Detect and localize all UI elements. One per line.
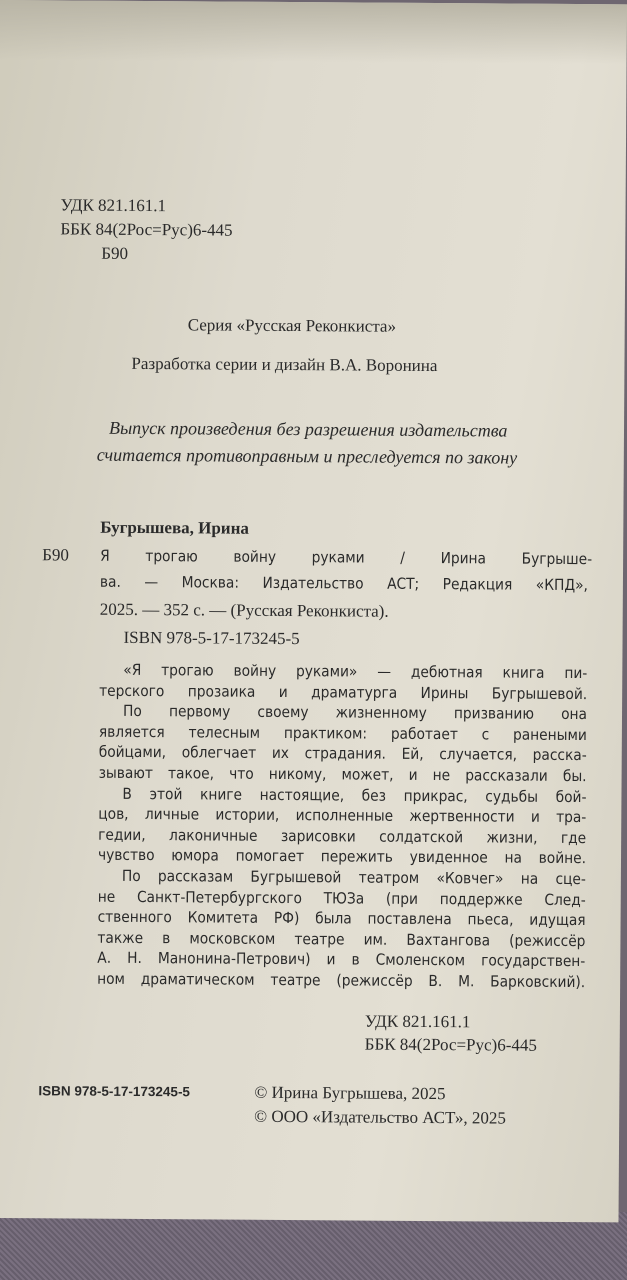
- annotation-line: По первому своему жизненному призванию она: [122, 702, 588, 724]
- copyright-line: © Ирина Бугрышева, 2025: [254, 1082, 446, 1104]
- annotation-line: В этой книге настоящие, без прикрас, судьбы бой-: [122, 784, 587, 806]
- annotation-line: не Санкт-Петербургского ТЮЗа (при поддержке След-: [97, 887, 586, 909]
- footer-isbn: ISBN 978-5-17-173245-5: [38, 1083, 191, 1100]
- annotation-line: «Я трогаю войну руками» — дебютная книга пи-: [123, 660, 588, 683]
- annotation-line: гедии, лаконичные зарисовки солдатской жизни, где: [98, 825, 587, 847]
- catalog-entry-line: Я трогаю войну руками / Ирина Бугрыше-: [100, 546, 593, 569]
- catalog-isbn: ISBN 978-5-17-173245-5: [123, 627, 300, 649]
- catalog-author: Бугрышева, Ирина: [100, 517, 249, 538]
- series-name: Серия «Русская Реконкиста»: [187, 315, 397, 336]
- annotation-line: По рассказам Бугрышевой театром «Ковчег» на сце-: [121, 866, 586, 889]
- fabric-background: [0, 1212, 627, 1280]
- page-shadow: [0, 0, 627, 64]
- catalog-entry-line: 2025. — 352 с. — (Русская Реконкиста).: [99, 599, 389, 621]
- warning-line: Выпуск произведения без разрешения издательства: [108, 417, 508, 441]
- annotation-line: зывают такое, что никому, может, и не рассказали бы.: [98, 763, 587, 786]
- copyright-line: © ООО «Издательство АСТ», 2025: [254, 1106, 507, 1128]
- catalog-code: Б90: [42, 545, 69, 565]
- bbk-code: ББК 84(2Рос=Рус)6-445: [60, 219, 233, 240]
- catalog-entry-line: ва. — Москва: Издательство АСТ; Редакция «КПД»,: [99, 572, 588, 595]
- bottom-bbk: ББК 84(2Рос=Рус)6-445: [364, 1034, 537, 1055]
- warning-line: считается противоправным и преследуется по закону: [96, 444, 518, 468]
- annotation-line: чувство юмора помогает пережить увиденное на войне.: [97, 846, 587, 868]
- annotation-line: А. Н. Манонина-Петрович) и в Смоленском государствен-: [97, 949, 586, 971]
- bottom-udk: УДК 821.161.1: [364, 1011, 471, 1032]
- annotation-line: терского прозаика и драматурга Ирины Бугрышевой.: [99, 681, 588, 703]
- annotation-line: бойцами, облегчает их страдания. Ей, случается, расска-: [98, 743, 587, 765]
- author-mark: Б90: [101, 243, 129, 263]
- udk-code: УДК 821.161.1: [60, 195, 167, 216]
- annotation-line: является телесным практиком: работает с ранеными: [98, 722, 587, 744]
- annotation-line: также в московском театре им. Вахтангова (режиссёр: [97, 928, 586, 950]
- annotation-line: ном драматическом театре (режиссёр В. М. Барковский).: [97, 969, 586, 992]
- annotation-line: цов, личные истории, исполненные жертвенности и тра-: [98, 804, 587, 827]
- series-design: Разработка серии и дизайн В.А. Воронина: [131, 353, 438, 376]
- annotation-line: ственного Комитета РФ) была поставлена пьеса, идущая: [97, 907, 586, 930]
